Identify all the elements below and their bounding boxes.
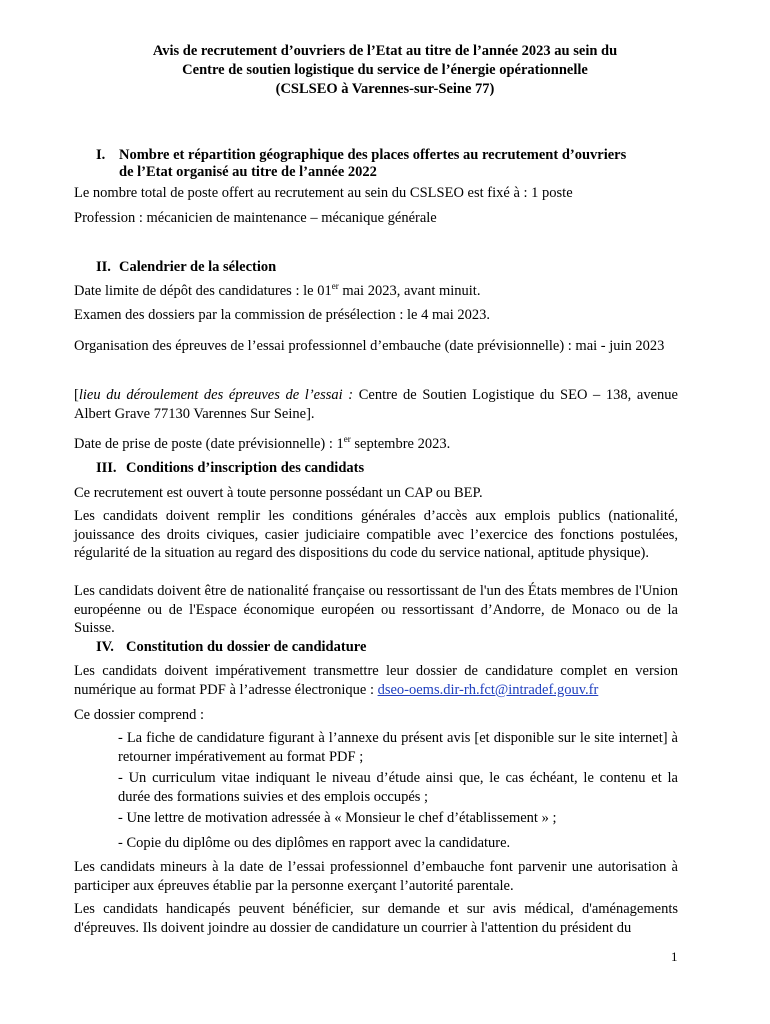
- section-4-heading: [96, 638, 366, 657]
- section-2-heading: [96, 258, 276, 277]
- section-4-number: IV.: [96, 639, 114, 655]
- deadline-paragraph: [74, 282, 678, 301]
- section-3-p2: Les candidats doivent remplir les conditions générales d’accès aux emplois publics (nationalité, jouissance des droits civiques, casier judiciaire compatible avec l’exercice des fonctions postulées, régularité de la situation au regard des dispositions du code du service national, aptitude physique).: [74, 508, 678, 561]
- location-paragraph: [74, 386, 678, 423]
- section-3-p1: Ce recrutement est ouvert à toute personne possédant un CAP ou BEP.: [74, 485, 483, 501]
- list-item: - Une lettre de motivation adressée à « Monsieur le chef d’établissement » ;: [118, 810, 557, 826]
- section-4-p3: Les candidats mineurs à la date de l’essai professionnel d’embauche font parvenir une autorisation à participer aux épreuves établie par la personne exerçant l’autorité parentale.: [74, 859, 678, 894]
- start-date-text: Date de prise de poste (date prévisionnelle) : 1: [74, 436, 344, 452]
- organisation-paragraph: Organisation des épreuves de l’essai professionnel d’embauche (date prévisionnelle) : mai - juin 2023: [74, 338, 665, 354]
- section-1-total: Le nombre total de poste offert au recrutement au sein du CSLSEO est fixé à : 1 poste: [74, 185, 573, 201]
- title-line-3: (CSLSEO à Varennes-sur-Seine 77): [275, 81, 495, 97]
- deadline-text: Date limite de dépôt des candidatures : le 01: [74, 283, 332, 299]
- deadline-text-end: mai 2023, avant minuit.: [338, 283, 481, 299]
- title-line-1: Avis de recrutement d’ouvriers de l’Etat au titre de l’année 2023 au sein du: [152, 43, 618, 59]
- section-3-heading: [96, 459, 364, 478]
- section-3-number: III.: [96, 460, 117, 476]
- section-4-p1-text: Les candidats doivent impérativement transmettre leur dossier de candidature complet en version numérique au format PDF à l’adresse électronique :: [74, 663, 678, 698]
- exam-paragraph: Examen des dossiers par la commission de présélection : le 4 mai 2023.: [74, 307, 490, 323]
- email-link[interactable]: dseo-oems.dir-rh.fct@intradef.gouv.fr: [377, 681, 599, 698]
- location-bracket: [: [74, 387, 79, 403]
- section-4-p2: Ce dossier comprend :: [74, 707, 205, 723]
- document-title: [80, 42, 690, 99]
- list-item: - Copie du diplôme ou des diplômes en rapport avec la candidature.: [118, 835, 511, 851]
- section-1-title-line-1: Nombre et répartition géographique des places offertes au recrutement d’ouvriers: [119, 147, 627, 163]
- section-1-profession: Profession : mécanicien de maintenance – mécanique générale: [74, 210, 437, 226]
- location-text: Centre de Soutien Logistique du SEO – 138, avenue Albert Grave 77130 Varennes Sur Seine].: [74, 387, 678, 422]
- section-1-title-line-2: de l’Etat organisé au titre de l’année 2022: [119, 164, 377, 180]
- list-item: - La fiche de candidature figurant à l’annexe du présent avis [et disponible sur le site internet] à retourner impérativement au format PDF ;: [118, 730, 678, 765]
- deadline-sup: er: [331, 281, 339, 291]
- list-item: - Un curriculum vitae indiquant le niveau d’étude ainsi que, le cas échéant, le contenu et la durée des formations suivies et des emplois occupés ;: [118, 770, 678, 805]
- section-3-p3: Les candidats doivent être de nationalité française ou ressortissant de l'un des États membres de l'Union européenne ou de l'Espace économique européen ou ressortissant d’Andorre, de Monaco ou de la Suisse.: [74, 583, 678, 636]
- section-2-title: Calendrier de la sélection: [119, 259, 277, 275]
- page-number: 1: [671, 949, 678, 964]
- section-3-title: Conditions d’inscription des candidats: [126, 460, 365, 476]
- location-label: lieu du déroulement des épreuves de l’essai :: [78, 387, 354, 403]
- start-date-sup: er: [343, 434, 351, 444]
- section-4-p4: Les candidats handicapés peuvent bénéficier, sur demande et sur avis médical, d'aménagements d'épreuves. Ils doivent joindre au dossier de candidature un courrier à l'attention du président du: [74, 901, 678, 936]
- section-4-p1: [74, 662, 678, 699]
- section-4-title: Constitution du dossier de candidature: [126, 639, 367, 655]
- section-2-number: II.: [96, 259, 111, 275]
- title-line-2: Centre de soutien logistique du service de l’énergie opérationnelle: [182, 62, 588, 78]
- section-1-number: I.: [96, 147, 106, 163]
- start-date-paragraph: [74, 435, 678, 454]
- start-date-text-end: septembre 2023.: [350, 436, 451, 452]
